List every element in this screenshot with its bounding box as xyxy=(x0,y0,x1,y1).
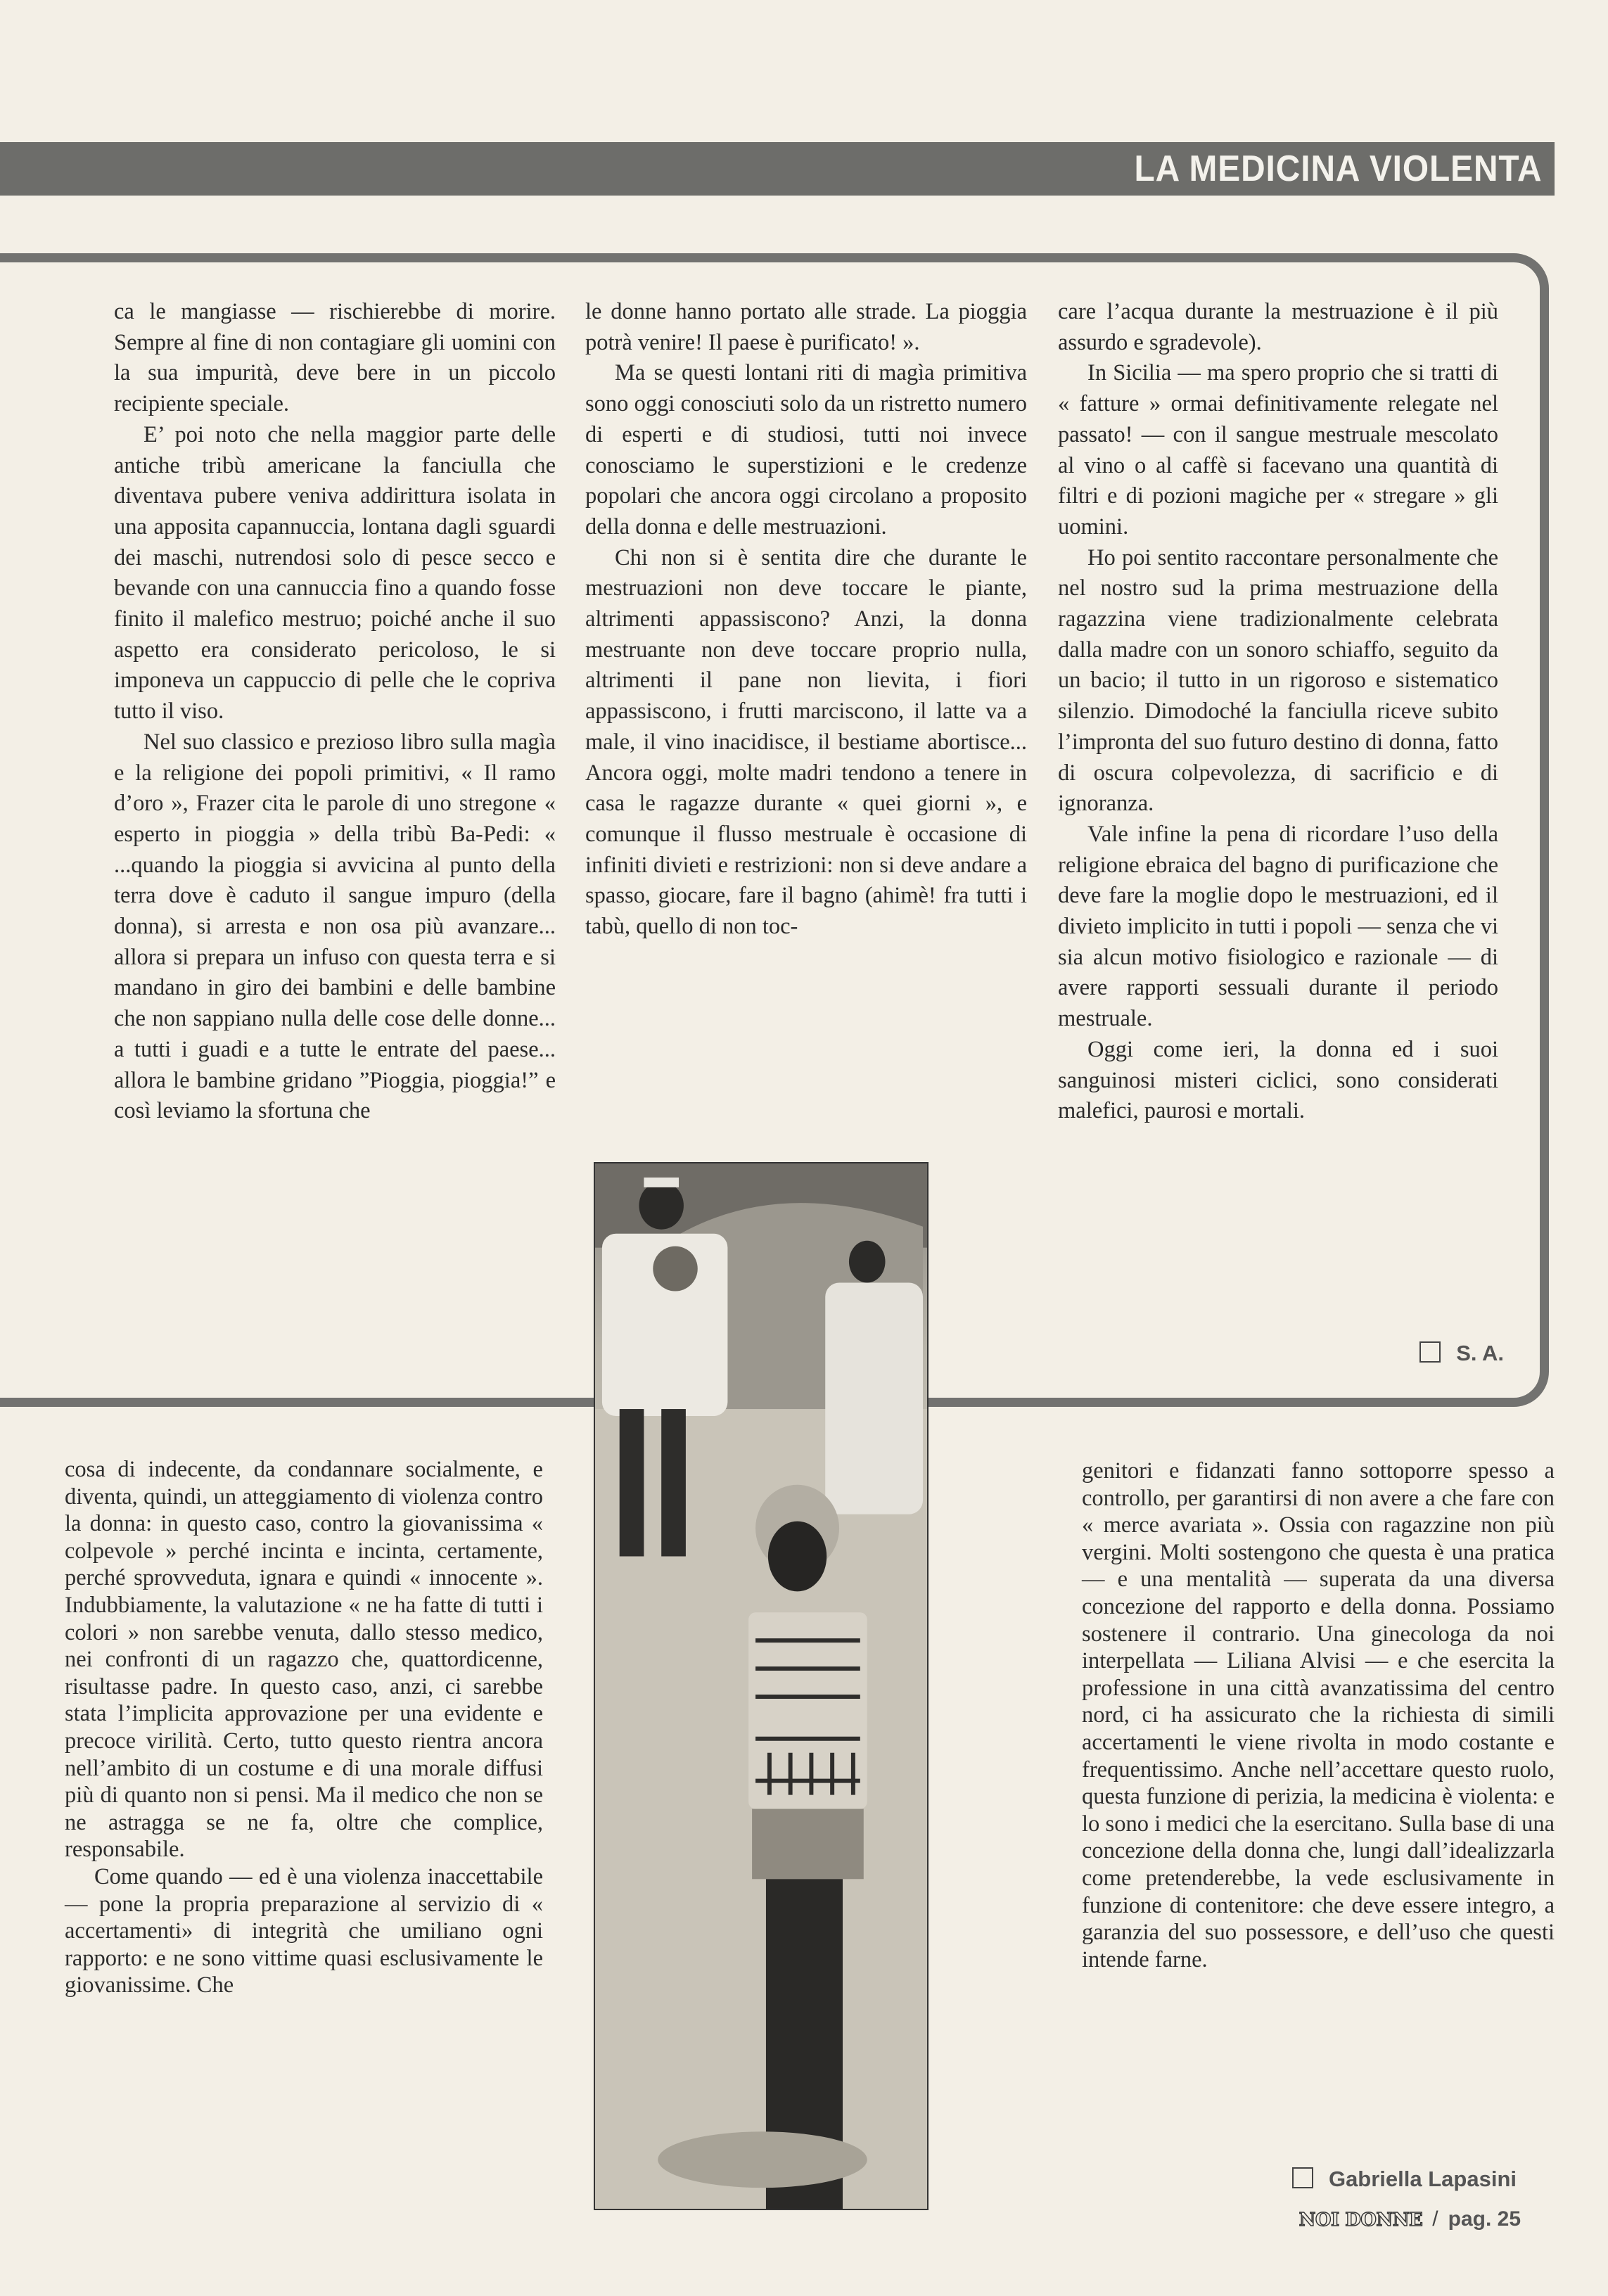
paragraph: care l’acqua durante la mestruazione è il più assurdo e sgradevole). xyxy=(1058,299,1498,355)
author-signature xyxy=(1292,2167,1517,2192)
paragraph: Vale infine la pena di ricordare l’uso della religione ebraica del bagno di purificazione che deve fare la moglie dopo le mestruazioni, ed il divieto implicito in tutti i popoli — senza che vi sia alcun motivo fisiologico e razionale — di avere rapporti sessuali durante il periodo mestruale. xyxy=(1058,821,1498,1032)
paragraph: genitori e fidanzati fanno sottoporre spesso a controllo, per garantirsi di non avere a che fare con « merce avariata ». Ossia con ragazzine non più vergini. Molti sostengono che questa è una pratica — e una mentalità — superata da una diversa concezione del rapporto e della donna. Possiamo sostenere il contrario. Una ginecologa da noi interpellata — Liliana Alvisi — e che esercita la professione in una città avanzatissima del centro nord, ci ha assicurato che la richiesta di simili accertamenti le viene rivolta in modo costante e frequentissimo. Anche nell’accettare questo ruolo, questa funzione di perizia, la medicina è violenta: e lo sono i medici che la esercitano. Sulla base di una concezione della donna che, lungi dall’idealizzarla come pretenderebbe, la vede esclusivamente in funzione di contenitore: che deve essere integro, a garanzia del suo possessore, e dell’uso che questi intende farne. xyxy=(1082,1458,1555,1972)
paragraph: In Sicilia — ma spero proprio che si tratti di « fatture » ormai definitivamente relegate nel passato! — con il sangue mestruale mescolato al vino o al caffè si facevano una quantità di filtri e di pozioni magiche per « stregare » gli uomini. xyxy=(1058,360,1498,540)
paragraph: Come quando — ed è una violenza inaccettabile — pone la propria preparazione al servizio di « accertamenti» di integrità che umiliano ogni rapporto: e ne sono vittime quasi esclusivamente le giovanissime. Che xyxy=(65,1863,543,1998)
article-column-left xyxy=(65,1456,543,1999)
article-column-right xyxy=(1082,1458,1555,1973)
author-name: Gabriella Lapasini xyxy=(1328,2167,1517,2191)
box-column-1 xyxy=(114,297,556,1127)
box-column-3 xyxy=(1058,297,1498,1127)
page-footer xyxy=(1299,2207,1521,2231)
signature-initials: S. A. xyxy=(1456,1341,1504,1365)
paragraph: Oggi come ieri, la donna ed i suoi sanguinosi misteri ciclici, sono considerati malefici, paurosi e mortali. xyxy=(1058,1036,1498,1124)
photograph xyxy=(594,1162,929,2210)
photo-illustration xyxy=(595,1163,927,2209)
paragraph: ca le mangiasse — rischierebbe di morire. Sempre al fine di non contagiare gli uomini con la sua impurità, deve bere in un piccolo recipiente speciale. xyxy=(114,299,556,417)
section-title: LA MEDICINA VIOLENTA xyxy=(1133,148,1542,189)
box-column-2 xyxy=(585,297,1027,943)
paragraph: Nel suo classico e prezioso libro sulla magìa e la religione dei popoli primitivi, « Il ramo d’oro », Frazer cita le parole di uno stregone « esperto in pioggia » della tribù Ba-Pedi: « ...quando la pioggia si avvicina al punto della terra dove è caduto il sangue impuro (della donna), si arresta e non osa più avanzare... allora si prepara un infuso con questa terra e si mandano in giro dei bambini e delle bambine che non sappiano nulla delle cose delle donne... a tutti i guadi e a tutte le entrate del paese... allora le bambine gridano ”Pioggia, pioggia!” e così leviamo la sfortuna che xyxy=(114,729,556,1124)
section-header-bar xyxy=(0,142,1555,196)
page-number: pag. 25 xyxy=(1448,2207,1521,2231)
paragraph: le donne hanno portato alle strade. La pioggia potrà venire! Il paese è purificato! ». xyxy=(585,299,1027,355)
end-square-icon xyxy=(1419,1341,1441,1363)
end-square-icon xyxy=(1292,2167,1313,2188)
paragraph: cosa di indecente, da condannare socialmente, e diventa, quindi, un atteggiamento di violenza contro la donna: in questo caso, contro la giovanissima « colpevole » perché incinta e incinta, certamente, perché sprovveduta, ignara e quindi « innocente ». Indubbiamente, la valutazione « ne ha fatte di tutti i colori » non sarebbe venuta, dallo stesso medico, nei confronti di un ragazzo che, quattordicenne, risultasse padre. In questo caso, anzi, ci sarebbe stata l’implicita approvazione per una evidente e precoce virilità. Certo, tutto questo rientra ancora nell’ambito di un costume e di una morale diffusi più di quanto non si pensi. Ma il medico che non se ne astragga se ne fa, oltre che complice, responsabile. xyxy=(65,1457,543,1863)
paragraph: E’ poi noto che nella maggior parte delle antiche tribù americane la fanciulla che diventava pubere veniva addirittura isolata in una apposita capannuccia, lontana dagli sguardi dei maschi, nutrendosi solo di pesce secco e bevande con una cannuccia fino a quando fosse finito il malefico mestruo; poiché anche il suo aspetto era considerato pericoloso, le si imponeva un cappuccio di pelle che le copriva tutto il viso. xyxy=(114,421,556,725)
footer-separator: / xyxy=(1432,2207,1438,2231)
paragraph: Ho poi sentito raccontare personalmente che nel nostro sud la prima mestruazione della ragazzina viene tradizionalmente celebrata dalla madre con un sonoro schiaffo, seguito da un bacio; il tutto in un rigoroso e sistematico silenzio. Dimodoché la fanciulla riceve subito l’impronta del suo futuro destino di donna, fatto di oscura colpevolezza, di sacrificio e di ignoranza. xyxy=(1058,544,1498,817)
box-signature xyxy=(1419,1341,1504,1366)
paragraph: Chi non si è sentita dire che durante le mestruazioni non deve toccare le piante, altrimenti appassiscono? Anzi, la donna mestruante non deve toccare proprio nulla, altrimenti il pane non lievita, i fiori appassiscono, i frutti marciscono, il latte va a male, il vino inacidisce, il bestiame abortisce... Ancora oggi, molte madri tendono a tenere in casa le ragazze durante « quei giorni », e comunque il flusso mestruale è occasione di infiniti divieti e restrizioni: non si deve andare a spasso, giocare, fare il bagno (ahimè! fra tutti i tabù, quello di non toc- xyxy=(585,544,1027,940)
magazine-logo: NOI DONNE xyxy=(1298,2209,1423,2231)
paragraph: Ma se questi lontani riti di magìa primitiva sono oggi conosciuti solo da un ristretto numero di esperti e di studiosi, tutti noi invece conosciamo le superstizioni e le credenze popolari che ancora oggi circolano a proposito della donna e delle mestruazioni. xyxy=(585,360,1027,540)
